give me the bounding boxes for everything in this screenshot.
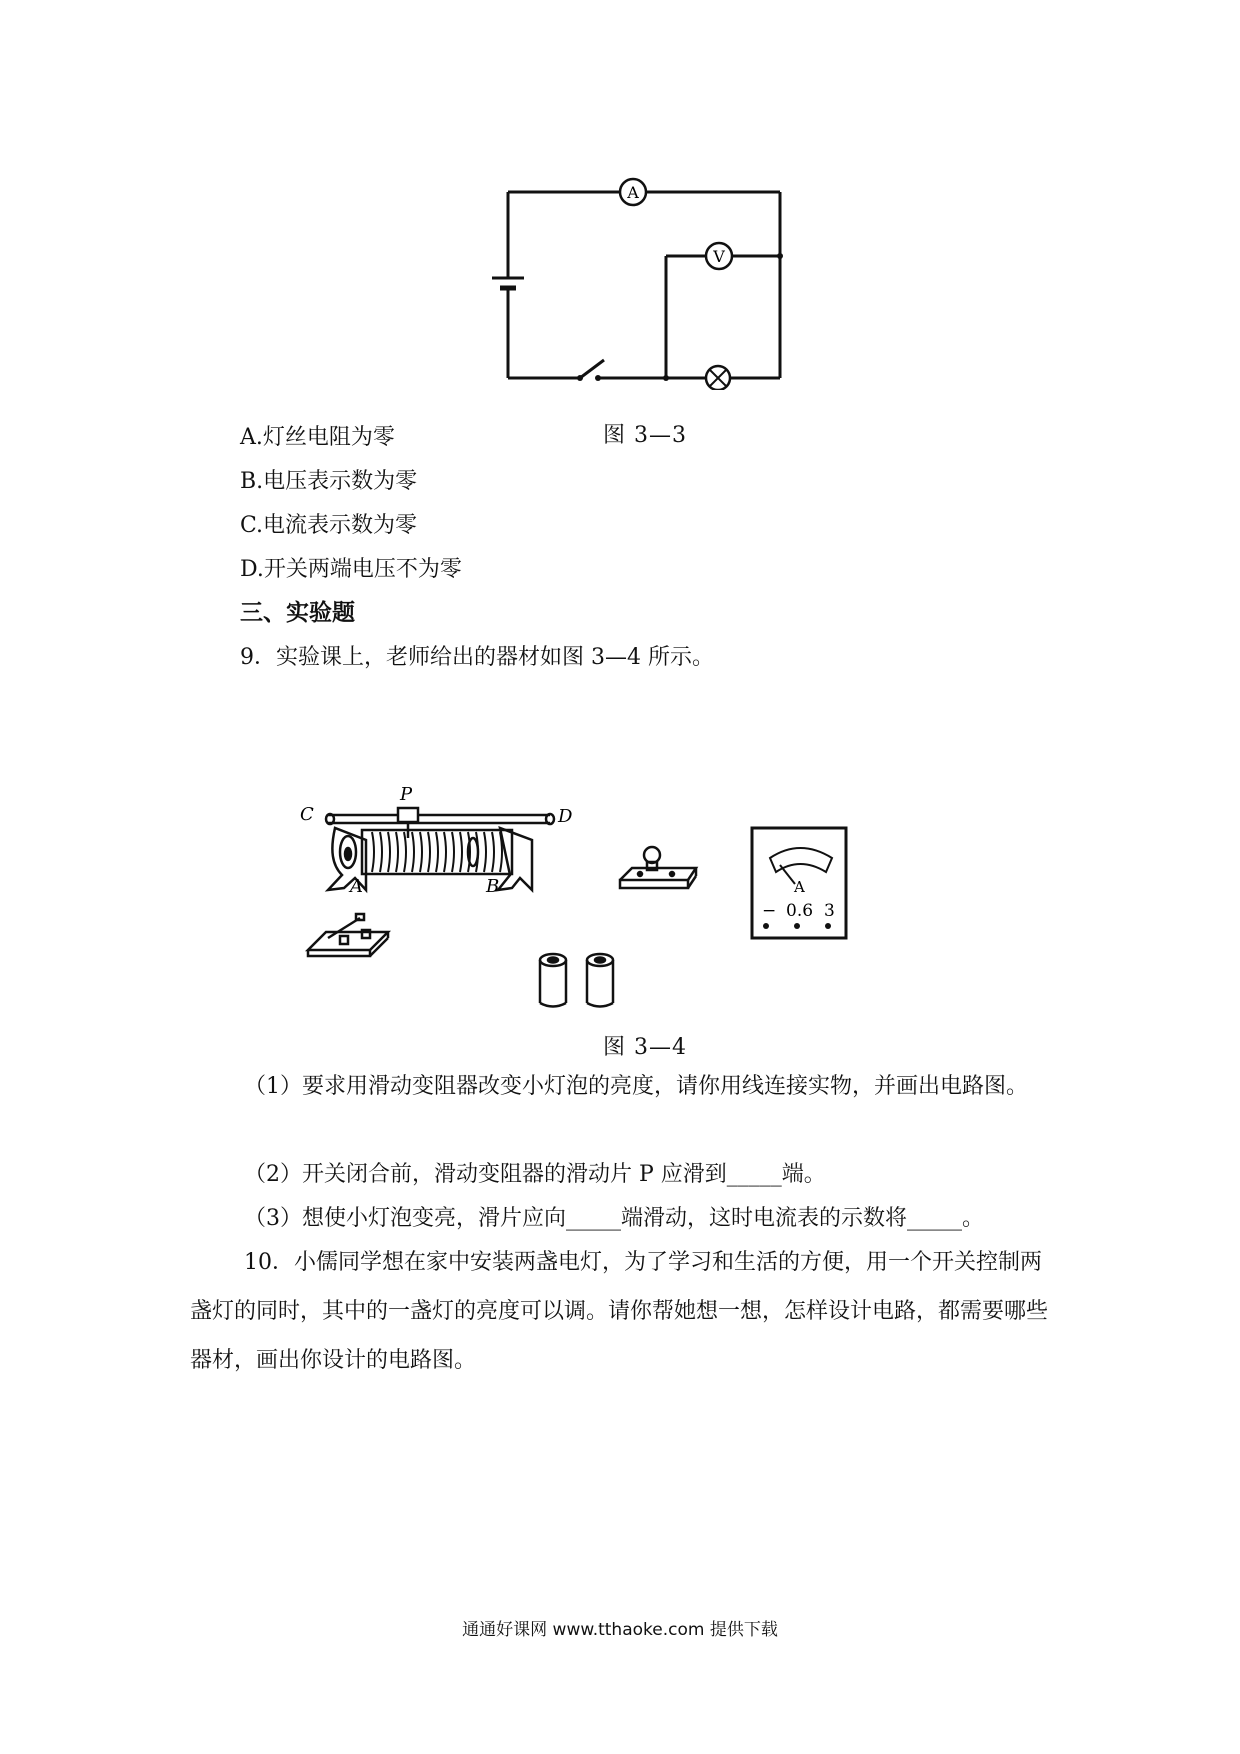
option-a: A.灯丝电阻为零	[240, 425, 395, 450]
question-9-part-2: （2）开关闭合前，滑动变阻器的滑动片 P 应滑到_____端。	[244, 1162, 826, 1187]
ammeter-terminal-dot	[825, 923, 831, 929]
ammeter-terminal-06: 0.6	[786, 901, 814, 921]
rheostat-label-a: A	[350, 876, 363, 897]
rheostat-label-b: B	[486, 876, 500, 897]
voltmeter-symbol	[706, 243, 732, 269]
svg-text:A: A	[627, 183, 639, 202]
junction-dot	[663, 375, 669, 381]
ammeter-terminal-dot	[763, 923, 769, 929]
rheostat-label-p: P	[400, 784, 413, 805]
svg-text:V: V	[713, 247, 725, 266]
figure-caption-3-4: 图 3—4	[603, 1035, 687, 1060]
section-title: 三、实验题	[240, 600, 355, 626]
circuit-diagram-3-3	[480, 170, 820, 390]
ammeter-terminal-dot	[794, 923, 800, 929]
page-footer: 通通好课网 www.tthaoke.com 提供下载	[462, 1620, 778, 1640]
question-10: 10．小儒同学想在家中安装两盏电灯，为了学习和生活的方便，用一个开关控制两盏灯的同时，其中的一盏灯的亮度可以调。请你帮她想一想，怎样设计电路，都需要哪些器材，画出你设计的电路图。	[190, 1250, 1049, 1373]
figure-caption-3-3: 图 3—3	[603, 423, 687, 448]
option-d: D.开关两端电压不为零	[240, 557, 462, 582]
ammeter-terminal-3: 3	[824, 901, 835, 921]
option-b: B.电压表示数为零	[240, 469, 418, 494]
knife-switch	[308, 914, 388, 956]
option-c: C.电流表示数为零	[240, 513, 418, 538]
ammeter-unit: A	[794, 878, 805, 896]
lamp-symbol	[706, 366, 730, 390]
switch-contact	[577, 375, 583, 381]
rheostat-label-d: D	[558, 806, 573, 827]
question-9-part-1: （1）要求用滑动变阻器改变小灯泡的亮度，请你用线连接实物，并画出电路图。	[244, 1074, 1028, 1099]
switch-contact	[595, 375, 601, 381]
question-9-stem: 9．实验课上，老师给出的器材如图 3—4 所示。	[240, 645, 714, 670]
dry-cell-batteries	[540, 954, 613, 1007]
junction-dot	[777, 253, 783, 259]
ammeter-symbol	[620, 179, 646, 205]
question-9-part-3: （3）想使小灯泡变亮，滑片应向_____端滑动，这时电流表的示数将_____。	[244, 1206, 984, 1231]
ammeter-terminal-neg: −	[762, 901, 777, 921]
rheostat-label-c: C	[300, 804, 314, 825]
small-bulb-on-base	[620, 847, 696, 888]
